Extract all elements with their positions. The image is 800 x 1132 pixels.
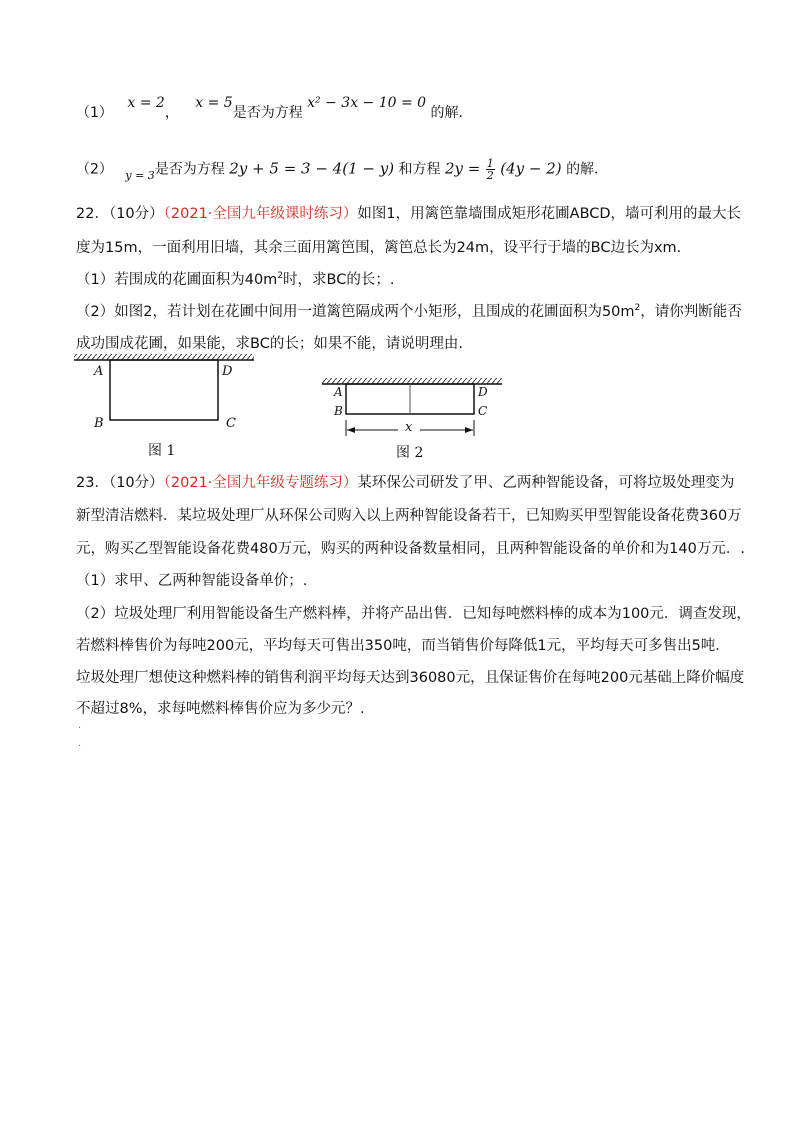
q22-part1-superscript: 2 bbox=[277, 271, 284, 282]
figure-2 bbox=[320, 374, 510, 462]
fig1-label-D: D bbox=[222, 364, 233, 379]
q22-source: （2021·全国九年级课时练习） bbox=[163, 206, 358, 222]
q22-stem-line2: 度为15m，一面利用旧墙，其余三面用篱笆围，篱笆总长为24m，设平行于墙的BC边长为xm. bbox=[76, 240, 682, 256]
q21-part1-x2: x = 2 bbox=[127, 95, 165, 111]
q21-part1-label: （1） bbox=[76, 105, 113, 121]
q21-part2-label: （2） bbox=[76, 161, 113, 178]
q21-part2-y: y = 3 bbox=[125, 168, 155, 182]
q23-source: （2021·全国九年级专题练习） bbox=[163, 475, 358, 491]
fig2-label-C: C bbox=[478, 404, 488, 418]
q23-part2-line2: 若燃料棒售价为每吨200元，平均每天可售出350吨，而当销售价每降低1元，平均每天可多售出5吨． bbox=[76, 638, 730, 654]
q22-part2-superscript: 2 bbox=[634, 303, 641, 314]
fig2-caption: 图 2 bbox=[396, 445, 424, 461]
q22-stem-line1 bbox=[76, 202, 741, 223]
q23-part2-line3: 垃圾处理厂想使这种燃料棒的销售利润平均每天达到36080元，且保证售价在每吨200元基础上降价幅度 bbox=[76, 670, 745, 686]
q23-part2-line1: （2）垃圾处理厂利用智能设备生产燃料棒，并将产品出售．已知每吨燃料棒的成本为100元．调查发现， bbox=[76, 606, 751, 622]
q23-stem-text1: 某环保公司研发了甲、乙两种智能设备，可将垃圾处理变为 bbox=[357, 475, 735, 491]
q21-part2-fraction bbox=[486, 158, 495, 181]
q22-part2-line1 bbox=[76, 300, 742, 321]
paragraph-mark: . bbox=[78, 738, 82, 749]
q22-part2-text-end: ，请你判断能否 bbox=[640, 304, 742, 320]
fig2-label-A: A bbox=[334, 385, 343, 399]
q21-part2-equation2-lhs: 2y = bbox=[444, 159, 481, 178]
q22-part1-text-end: 时，求BC的长；. bbox=[283, 272, 395, 288]
fig2-label-D: D bbox=[478, 385, 488, 399]
q21-part2-mid2: 和方程 bbox=[398, 161, 441, 178]
arrow-right bbox=[465, 427, 473, 433]
fig1-label-A: A bbox=[94, 364, 104, 379]
q23-stem-line1 bbox=[76, 471, 734, 492]
q22-part1-text: （1）若围成的花圃面积为40m bbox=[76, 272, 278, 288]
q21-part1-x5: x = 5 bbox=[195, 95, 233, 111]
q21-part2-equation1: 2y + 5 = 3 − 4(1 − y) bbox=[229, 159, 395, 178]
garden-rectangle bbox=[110, 360, 218, 420]
q22-part2-text: （2）如图2，若计划在花圃中间用一道篱笆隔成两个小矩形，且围成的花圃面积为50m bbox=[76, 304, 635, 320]
paragraph-mark: . bbox=[78, 720, 82, 731]
fraction-denominator: 2 bbox=[486, 169, 494, 182]
fig2-label-x: x bbox=[405, 420, 413, 435]
fraction-numerator: 1 bbox=[486, 157, 494, 170]
q23-stem-line3: 元，购买乙型智能设备花费480万元，购买的两种设备数量相同，且两种智能设备的单价和为140万元．. bbox=[76, 541, 745, 557]
fig1-label-C: C bbox=[226, 416, 236, 431]
figure-1 bbox=[70, 350, 270, 460]
fig1-label-B: B bbox=[94, 416, 104, 431]
q23-score: （10分） bbox=[108, 475, 164, 491]
q23-stem-line2: 新型清洁燃料．某垃圾处理厂从环保公司购入以上两种智能设备若干，已知购买甲型智能设备花费360万 bbox=[76, 508, 742, 524]
q21-part1-sep: ， bbox=[164, 105, 179, 121]
wall-hatching bbox=[74, 354, 254, 360]
wall-hatching bbox=[322, 378, 502, 384]
q21-part2 bbox=[76, 158, 608, 181]
q21-part2-end: 的解． bbox=[566, 161, 609, 178]
q23-part2-line4: 不超过8%，求每吨燃料棒售价应为多少元？. bbox=[76, 701, 365, 717]
q21-part1-equation: x² − 3x − 10 = 0 bbox=[307, 95, 427, 111]
fig1-caption: 图 1 bbox=[148, 443, 176, 459]
q21-part1-mid: 是否为方程 bbox=[232, 105, 303, 121]
q23-part1: （1）求甲、乙两种智能设备单价；. bbox=[76, 573, 308, 589]
q22-score: （10分） bbox=[108, 206, 164, 222]
q21-part1-end: 的解． bbox=[430, 105, 473, 121]
q21-part2-equation2-rhs: (4y − 2) bbox=[500, 159, 562, 178]
q21-part2-mid1: 是否为方程 bbox=[154, 161, 225, 178]
q23-number: 23． bbox=[76, 475, 109, 491]
q22-part1 bbox=[76, 268, 394, 289]
q22-part2-line2: 成功围成花圃，如果能，求BC的长；如果不能，请说明理由. bbox=[76, 336, 463, 352]
q21-part1 bbox=[76, 95, 473, 122]
q22-stem-text1: 如图1，用篱笆靠墙围成矩形花圃ABCD，墙可利用的最大长 bbox=[357, 206, 742, 222]
fig2-label-B: B bbox=[334, 404, 343, 418]
q22-number: 22． bbox=[76, 206, 109, 222]
arrow-left bbox=[347, 427, 355, 433]
